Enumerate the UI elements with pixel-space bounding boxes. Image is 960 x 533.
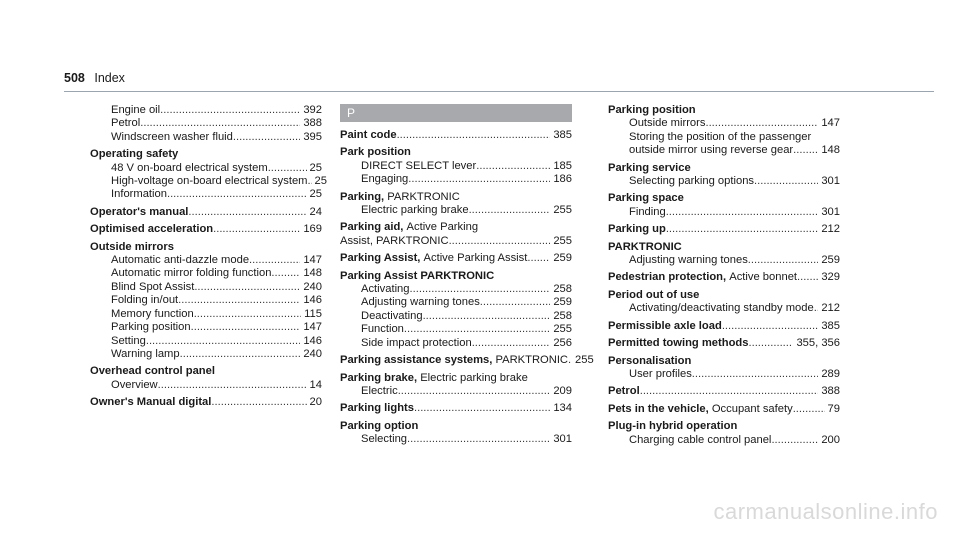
- page-ref: 185: [553, 159, 572, 172]
- index-entry: [340, 270, 572, 350]
- entry-heading-detail: Active Parking: [406, 221, 479, 234]
- subentry-text: Adjusting warning tones: [361, 296, 480, 309]
- page-ref: 385: [553, 129, 572, 141]
- index-entry: [340, 129, 572, 142]
- leader-dots: [211, 396, 306, 409]
- entry-heading-detail: Active Parking Assist: [423, 252, 528, 265]
- index-column-3: [608, 104, 840, 451]
- index-line: [90, 281, 322, 294]
- leader-dots: [404, 323, 550, 336]
- index-line: [90, 131, 322, 144]
- page-ref: 209: [553, 384, 572, 397]
- index-line: [340, 129, 572, 142]
- index-line: [90, 335, 322, 348]
- page-ref: 289: [821, 367, 840, 380]
- page-ref: 169: [303, 223, 322, 236]
- entry-heading-detail: Assist, PARKTRONIC: [340, 234, 449, 247]
- leader-dots: [233, 131, 300, 144]
- index-entry: [90, 396, 322, 409]
- index-entry: [340, 221, 572, 248]
- index-entry: [608, 192, 840, 219]
- page-ref: 259: [821, 254, 840, 267]
- index-line: [608, 206, 840, 219]
- entry-heading: Parking Assist,: [340, 252, 421, 265]
- page-ref: 388: [303, 117, 322, 130]
- index-entry: [340, 354, 594, 367]
- subentry-text: Electric parking brake: [361, 204, 469, 217]
- leader-dots: [692, 368, 819, 381]
- index-line: [90, 321, 322, 334]
- index-line: [90, 379, 322, 392]
- subentry-text: User profiles: [629, 367, 692, 380]
- page-ref: 258: [553, 309, 572, 322]
- index-column-2: [340, 104, 594, 451]
- index-line: [340, 337, 572, 350]
- leader-dots: [194, 281, 300, 294]
- page-ref: 212: [821, 223, 840, 236]
- index-line: [340, 385, 572, 398]
- index-line: [608, 320, 840, 333]
- subentry-text: Windscreen washer fluid: [111, 130, 233, 143]
- leader-dots: [397, 129, 551, 142]
- leader-dots: [188, 206, 306, 219]
- index-line: [90, 396, 322, 409]
- subentry-text: Outside mirrors: [629, 117, 706, 130]
- leader-dots: [640, 385, 819, 398]
- entry-heading: Pedestrian protection,: [608, 271, 727, 284]
- index-line: [340, 235, 572, 248]
- index-entry: [340, 420, 572, 447]
- leader-dots: [398, 385, 551, 398]
- index-line: [340, 221, 572, 234]
- index-line: [340, 173, 572, 186]
- page-ref: 147: [303, 321, 322, 334]
- index-line: [608, 254, 840, 267]
- entry-heading: Pets in the vehicle,: [608, 402, 709, 415]
- index-line: [608, 385, 840, 398]
- page-ref: 147: [821, 117, 840, 130]
- subentry-text: Memory function: [111, 307, 194, 320]
- index-line: [608, 302, 840, 315]
- page-ref: 146: [303, 334, 322, 347]
- page-ref: 148: [821, 144, 840, 157]
- page-ref: 301: [821, 175, 840, 188]
- index-line: [90, 104, 322, 117]
- page-ref: 355, 356: [796, 337, 840, 350]
- index-line: [90, 348, 322, 361]
- index-line: [608, 131, 840, 144]
- entry-heading: Parking brake,: [340, 371, 418, 384]
- index-line: [608, 420, 840, 433]
- entry-heading: Period out of use: [608, 288, 700, 301]
- entry-heading: Overhead control panel: [90, 365, 215, 378]
- subentry-text: Folding in/out: [111, 294, 179, 307]
- index-entry: [608, 241, 840, 268]
- page-ref: 240: [303, 280, 322, 293]
- leader-dots: [705, 117, 818, 130]
- entry-heading: Petrol: [608, 385, 640, 398]
- entry-heading: Operating safety: [90, 148, 179, 161]
- index-entry: [90, 206, 322, 219]
- index-line: [608, 434, 840, 447]
- page-ref: 258: [553, 283, 572, 296]
- index-entry: [340, 402, 572, 415]
- header-divider: [64, 91, 934, 92]
- leader-dots: [213, 223, 300, 236]
- entry-heading: Parking lights: [340, 402, 414, 415]
- index-line: [608, 337, 840, 350]
- entry-heading: Park position: [340, 146, 411, 159]
- subentry-text: Activating/deactivating standby mode: [629, 302, 814, 315]
- leader-dots: [480, 296, 551, 309]
- index-line: [608, 175, 840, 188]
- index-line: [608, 355, 840, 368]
- entry-heading: Paint code: [340, 129, 397, 141]
- subentry-text: High-voltage on-board electrical system: [111, 175, 308, 188]
- index-entry: [608, 320, 840, 333]
- subentry-text: Automatic mirror folding function: [111, 267, 272, 280]
- subentry-text: Engaging: [361, 173, 409, 186]
- page-ref: 20: [309, 396, 322, 409]
- entry-heading-detail: Active bonnet: [729, 271, 798, 284]
- index-line: [340, 354, 594, 367]
- index-line: [90, 162, 322, 175]
- page-ref: 146: [303, 294, 322, 307]
- subentry-text: Activating: [361, 283, 410, 296]
- subentry-text: outside mirror using reverse gear: [629, 144, 794, 157]
- index-line: [90, 206, 322, 219]
- leader-dots: [449, 235, 551, 248]
- entry-heading: Operator's manual: [90, 205, 189, 218]
- watermark: carmanualsonline.info: [713, 499, 938, 524]
- index-line: [90, 188, 322, 201]
- leader-dots: [472, 337, 551, 350]
- index-line: [340, 191, 572, 204]
- entry-heading: Parking service: [608, 161, 691, 174]
- leader-dots: [410, 283, 551, 296]
- entry-heading-detail: PARKTRONIC: [495, 354, 569, 367]
- page-ref: 255: [575, 354, 594, 367]
- entry-heading: Parking aid,: [340, 221, 404, 234]
- page-ref: 255: [553, 323, 572, 336]
- subentry-text: Deactivating: [361, 309, 423, 322]
- index-entry: [90, 223, 322, 236]
- index-line: [608, 192, 840, 205]
- leader-dots: [249, 254, 300, 267]
- page-number: 508: [64, 71, 85, 85]
- index-line: [340, 270, 572, 283]
- page-ref: 25: [309, 161, 322, 174]
- page-ref: 240: [303, 347, 322, 360]
- entry-heading: Permissible axle load: [608, 319, 722, 332]
- entry-heading: Plug-in hybrid operation: [608, 420, 738, 433]
- index-line: [340, 310, 572, 323]
- subentry-text: Engine oil: [111, 104, 161, 116]
- index-line: [90, 365, 322, 378]
- leader-dots: [666, 223, 819, 236]
- index-line: [90, 267, 322, 280]
- subentry-text: Finding: [629, 205, 666, 218]
- leader-dots: [191, 321, 301, 334]
- index-entry: [90, 104, 322, 144]
- index-line: [608, 271, 840, 284]
- subentry-text: Side impact protection: [361, 336, 472, 349]
- index-line: [340, 296, 572, 309]
- subentry-text: 48 V on-board electrical system: [111, 161, 268, 174]
- index-line: [608, 241, 840, 254]
- leader-dots: [722, 320, 819, 333]
- page-ref: 259: [553, 252, 572, 265]
- index-line: [340, 433, 572, 446]
- index-entry: [608, 403, 840, 416]
- leader-dots: [771, 434, 818, 447]
- index-line: [90, 148, 322, 161]
- index-line: [340, 323, 572, 336]
- leader-dots: [414, 402, 550, 415]
- subentry-text: Storing the position of the passenger: [629, 130, 812, 143]
- page-ref: 148: [303, 267, 322, 280]
- entry-heading: Parking Assist PARKTRONIC: [340, 269, 495, 282]
- index-entry: [608, 104, 840, 158]
- leader-dots: [476, 160, 550, 173]
- page-ref: 25: [314, 175, 327, 188]
- page-ref: 24: [309, 205, 322, 218]
- page-ref: 79: [827, 402, 840, 415]
- index-line: [608, 289, 840, 302]
- index-entry: [608, 355, 840, 382]
- index-line: [608, 104, 840, 117]
- index-line: [608, 368, 840, 381]
- page-ref: 212: [821, 302, 840, 315]
- page-ref: 115: [304, 307, 322, 320]
- index-line: [90, 294, 322, 307]
- index-line: [90, 254, 322, 267]
- entry-heading-detail: Occupant safety: [711, 402, 793, 415]
- entry-heading: Permitted towing methods: [608, 337, 749, 350]
- leader-dots: [180, 348, 301, 361]
- subentry-text: Setting: [111, 334, 146, 347]
- page-ref: 25: [309, 188, 322, 201]
- index-entry: [608, 162, 840, 189]
- page-ref: 14: [309, 378, 322, 391]
- page-ref: 385: [821, 319, 840, 332]
- index-line: [340, 420, 572, 433]
- index-entry: [608, 420, 840, 447]
- index-line: [340, 283, 572, 296]
- index-entry: [340, 191, 572, 218]
- leader-dots: [754, 175, 818, 188]
- index-line: [608, 117, 840, 130]
- leader-dots: [793, 144, 818, 157]
- index-line: [608, 162, 840, 175]
- index-entry: [90, 365, 322, 392]
- leader-dots: [527, 252, 550, 265]
- leader-dots: [748, 337, 793, 350]
- entry-heading: Parking position: [608, 104, 696, 116]
- page-ref: 134: [553, 402, 572, 415]
- index-line: [90, 241, 322, 254]
- subentry-text: Blind Spot Assist: [111, 280, 195, 293]
- leader-dots: [194, 308, 301, 321]
- index-line: [90, 175, 327, 188]
- index-entry: [340, 372, 572, 399]
- page-ref: 256: [553, 336, 572, 349]
- index-entry: [340, 252, 572, 265]
- subentry-text: Adjusting warning tones: [629, 254, 748, 267]
- index-entry: [90, 148, 327, 202]
- subentry-text: Automatic anti-dazzle mode: [111, 254, 250, 267]
- page-title: Index: [94, 71, 125, 85]
- page-ref: 301: [553, 433, 572, 446]
- index-entry: [608, 223, 840, 236]
- index-line: [608, 223, 840, 236]
- index-column-1: [90, 104, 327, 414]
- leader-dots: [797, 271, 818, 284]
- leader-dots: [146, 335, 300, 348]
- leader-dots: [167, 188, 307, 201]
- index-entry: [340, 146, 572, 186]
- page-ref: 259: [553, 296, 572, 309]
- entry-heading: Parking space: [608, 192, 684, 205]
- entry-heading-detail: PARKTRONIC: [387, 190, 460, 203]
- leader-dots: [666, 206, 819, 219]
- subentry-text: Information: [111, 188, 167, 201]
- entry-heading: Parking assistance systems,: [340, 354, 493, 367]
- index-entry: [608, 385, 840, 398]
- entry-heading-detail: Electric parking brake: [420, 371, 528, 384]
- index-line: [340, 252, 572, 265]
- index-entry: [608, 337, 840, 350]
- leader-dots: [748, 254, 819, 267]
- subentry-text: Parking position: [111, 321, 191, 334]
- page-ref: 147: [303, 254, 322, 267]
- index-entry: [608, 289, 840, 316]
- entry-heading: Optimised acceleration: [90, 223, 214, 236]
- index-line: [340, 146, 572, 159]
- entry-heading: Parking up: [608, 223, 666, 236]
- page-ref: 301: [821, 205, 840, 218]
- leader-dots: [271, 267, 300, 280]
- leader-dots: [407, 433, 550, 446]
- index-entry: [90, 241, 322, 362]
- index-line: [340, 160, 572, 173]
- entry-heading: PARKTRONIC: [608, 240, 682, 253]
- index-line: [608, 144, 840, 157]
- page-ref: 329: [821, 271, 840, 284]
- letter-section-header: P: [340, 104, 572, 122]
- subentry-text: Selecting parking options: [629, 175, 755, 188]
- subentry-text: Charging cable control panel: [629, 433, 772, 446]
- index-line: [340, 372, 572, 385]
- index-line: [340, 204, 572, 217]
- entry-heading: Parking,: [340, 190, 385, 203]
- leader-dots: [268, 162, 307, 175]
- index-line: [340, 402, 572, 415]
- leader-dots: [160, 104, 300, 117]
- index-line: [90, 117, 322, 130]
- page-ref: 186: [553, 173, 572, 186]
- entry-heading: Parking option: [340, 419, 419, 432]
- leader-dots: [178, 294, 300, 307]
- index-column-2-entries: [340, 129, 594, 447]
- entry-heading: Personalisation: [608, 354, 692, 367]
- subentry-text: Selecting: [361, 433, 408, 446]
- index-entry: [608, 271, 840, 284]
- index-line: [90, 308, 322, 321]
- subentry-text: Overview: [111, 378, 158, 391]
- page-ref: 388: [821, 385, 840, 398]
- subentry-text: Petrol: [111, 117, 141, 130]
- leader-dots: [423, 310, 551, 323]
- leader-dots: [469, 204, 551, 217]
- page-ref: 392: [303, 104, 322, 116]
- page-ref: 255: [553, 204, 572, 217]
- leader-dots: [408, 173, 550, 186]
- subentry-text: Warning lamp: [111, 347, 180, 360]
- index-line: [90, 223, 322, 236]
- entry-heading: Owner's Manual digital: [90, 396, 212, 409]
- subentry-text: DIRECT SELECT lever: [361, 159, 477, 172]
- leader-dots: [793, 403, 825, 416]
- index-line: [608, 403, 840, 416]
- page-ref: 200: [821, 433, 840, 446]
- page-ref: 395: [303, 130, 322, 143]
- entry-heading: Outside mirrors: [90, 240, 174, 253]
- subentry-text: Electric: [361, 384, 398, 397]
- subentry-text: Function: [361, 323, 404, 336]
- page-header: [64, 71, 125, 85]
- leader-dots: [158, 379, 307, 392]
- page-ref: 255: [553, 234, 572, 247]
- leader-dots: [140, 117, 300, 130]
